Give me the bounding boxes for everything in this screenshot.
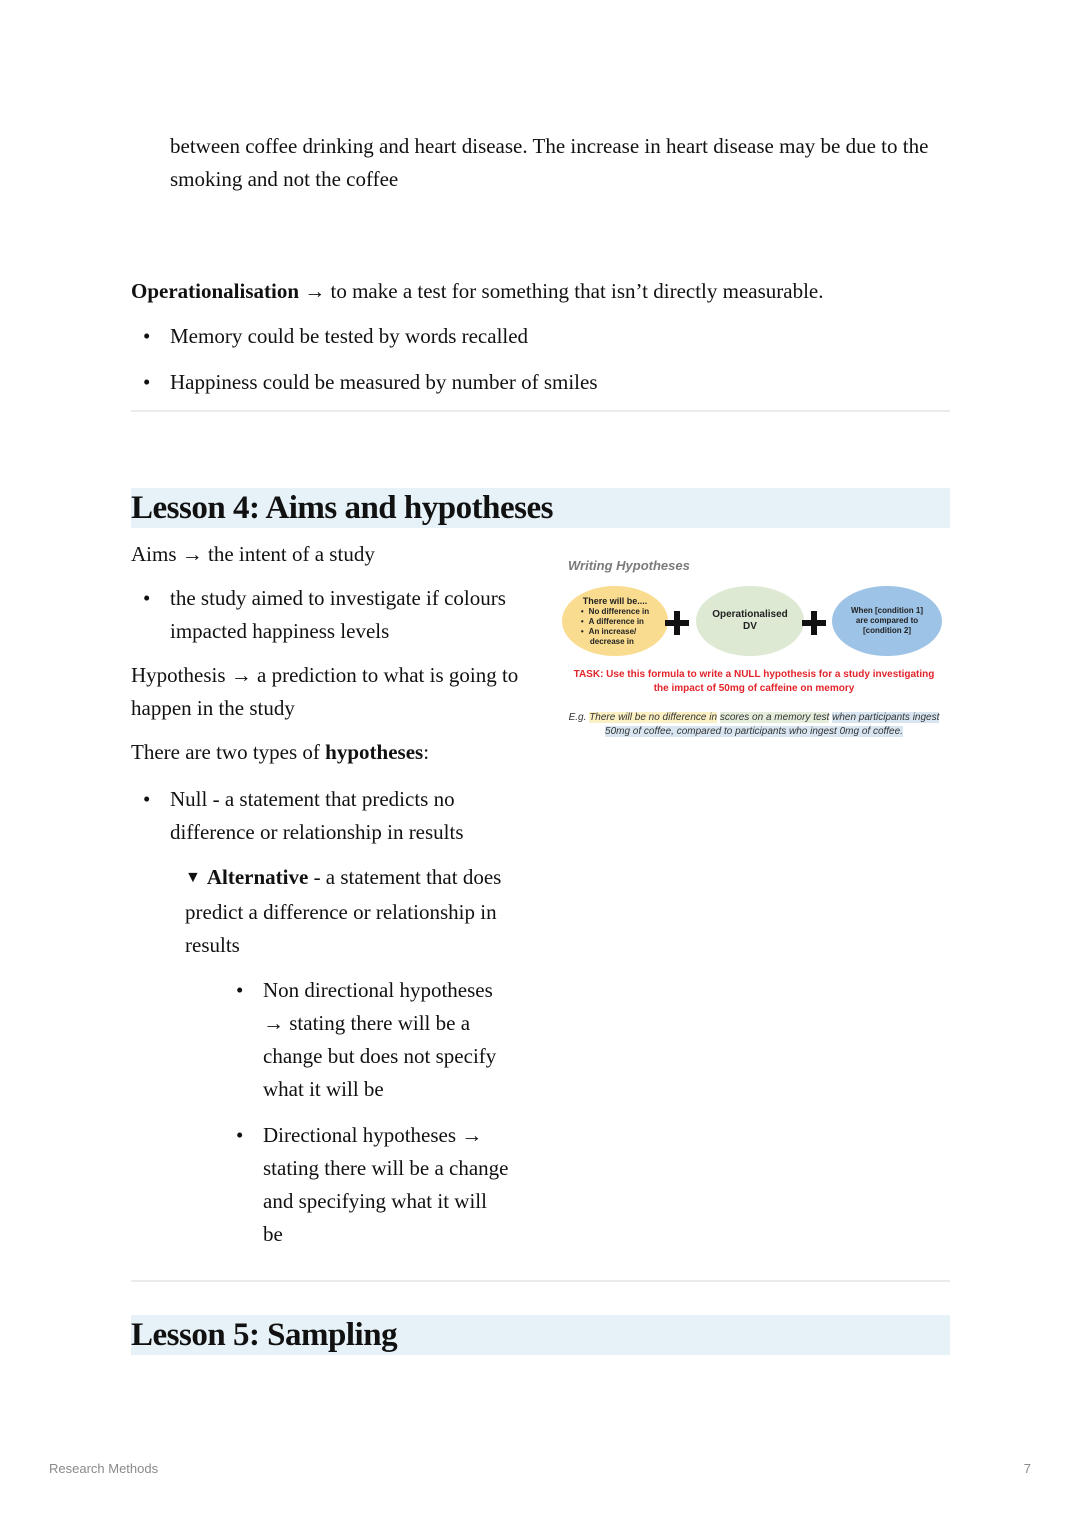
operationalised-dv-ellipse: Operationalised DV bbox=[696, 586, 804, 656]
alternative-sub-list bbox=[224, 974, 531, 1251]
divider bbox=[131, 1280, 950, 1282]
bullet-icon: • bbox=[236, 978, 244, 1002]
operationalisation-text: to make a test for something that isn’t directly measurable. bbox=[330, 279, 824, 303]
lesson-4-heading: Lesson 4: Aims and hypotheses bbox=[131, 488, 950, 528]
operationalisation-definition bbox=[131, 275, 951, 308]
plus-icon bbox=[665, 611, 689, 635]
lesson-4-content bbox=[131, 538, 531, 1264]
bullet-icon: • bbox=[143, 787, 151, 811]
writing-hypotheses-figure bbox=[562, 555, 942, 745]
bullet-icon: • bbox=[143, 370, 151, 394]
there-will-be-ellipse: There will be.... • No difference in • A difference in • An increase/ decrease in bbox=[562, 586, 668, 656]
alternative-toggle[interactable]: ▼ Alternative - a statement that does predict a difference or relationship in results bbox=[185, 861, 531, 962]
list-item: • the study aimed to investigate if colours impacted happiness levels bbox=[131, 582, 531, 648]
list-item: • Non directional hypotheses → stating there will be a change but does not specify what it will be bbox=[224, 974, 531, 1106]
page-number: 7 bbox=[1023, 1461, 1031, 1476]
plus-icon bbox=[802, 611, 826, 635]
list-item: • Directional hypotheses → stating there will be a change and specifying what it will be bbox=[224, 1119, 531, 1251]
alternative-term: Alternative bbox=[206, 865, 309, 889]
alternative-toggle-block bbox=[185, 861, 531, 962]
toggle-triangle-icon[interactable]: ▼ bbox=[185, 869, 201, 886]
example-hypothesis: E.g. There will be no difference in scores on a memory test when participants ingest 50mg of coffee, compared to participants who ingest 0mg of coffee. bbox=[568, 712, 940, 737]
bullet-icon: • bbox=[143, 324, 151, 348]
hypotheses-types-intro: There are two types of hypotheses: bbox=[131, 740, 430, 764]
operationalisation-term: Operationalisation bbox=[131, 279, 300, 303]
task-instruction: TASK: Use this formula to write a NULL hypothesis for a study investigating the impact of 50mg of caffeine on memory bbox=[573, 669, 935, 694]
continued-paragraph: between coffee drinking and heart disease. The increase in heart disease may be due to the smoking and not the coffee bbox=[170, 134, 929, 191]
footer-document-title: Research Methods bbox=[49, 1461, 159, 1476]
lesson-5-heading: Lesson 5: Sampling bbox=[131, 1315, 950, 1355]
figure-title: Writing Hypotheses bbox=[568, 558, 690, 573]
list-item: • Happiness could be measured by number of smiles bbox=[131, 366, 931, 399]
arrow-icon: → bbox=[181, 542, 203, 566]
list-item: • Memory could be tested by words recalled bbox=[131, 320, 931, 353]
divider bbox=[131, 410, 950, 412]
bullet-icon: • bbox=[236, 1123, 244, 1147]
aims-definition: Aims → the intent of a study bbox=[131, 542, 375, 566]
bullet-icon: • bbox=[143, 586, 151, 610]
hypothesis-definition: Hypothesis → a prediction to what is going to happen in the study bbox=[131, 663, 519, 720]
list-item-null: • Null - a statement that predicts no difference or relationship in results bbox=[131, 783, 531, 849]
conditions-ellipse: When [condition 1] are compared to [condition 2] bbox=[832, 586, 942, 656]
arrow-icon: → bbox=[230, 663, 252, 687]
arrow-icon: → bbox=[304, 279, 326, 303]
operationalisation-list bbox=[131, 320, 931, 412]
